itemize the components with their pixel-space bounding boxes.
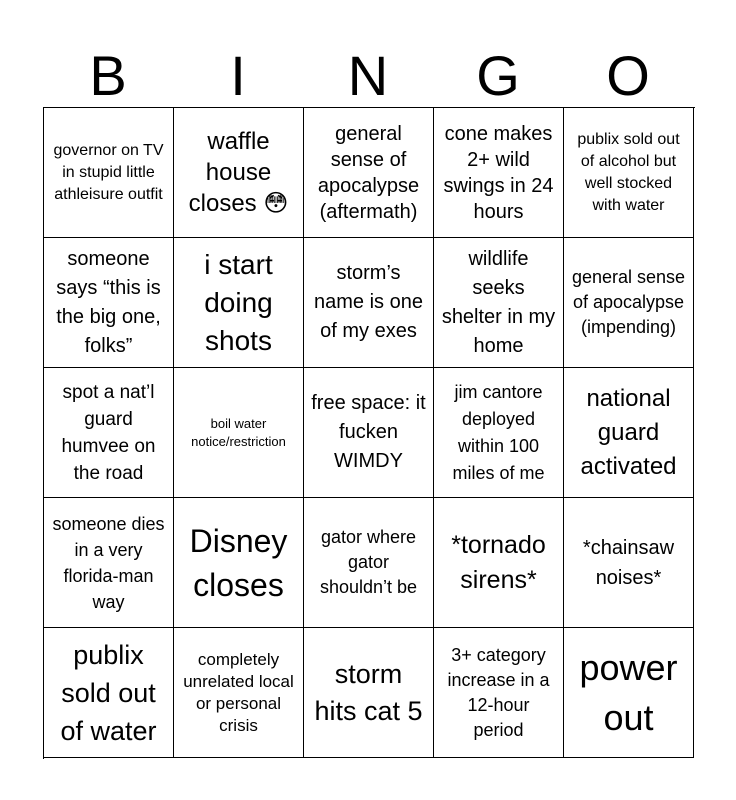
bingo-cell[interactable]: [434, 238, 564, 368]
cell-text: someone dies in a very florida-man way: [52, 513, 165, 612]
cell-text: storm’s name is one of my exes: [314, 262, 423, 342]
cell-text: completely unrelated local or personal crisis: [183, 649, 294, 735]
cell-text: publix sold out of alcohol but well stocked with water: [577, 130, 680, 214]
bingo-cell[interactable]: [564, 628, 694, 758]
bingo-cell[interactable]: [304, 628, 434, 758]
bingo-cell[interactable]: [304, 368, 434, 498]
cell-text: general sense of apocalypse (impending): [571, 267, 686, 337]
bingo-cell[interactable]: [174, 498, 304, 628]
bingo-cell[interactable]: [434, 628, 564, 758]
cell-text: Disney closes: [189, 522, 288, 603]
cell-text: jim cantore deployed within 100 miles of me: [452, 381, 545, 483]
cell-text: national guard activated: [580, 384, 677, 480]
bingo-cell[interactable]: [174, 368, 304, 498]
header-letter-b: B: [89, 44, 127, 107]
cell-text: *tornado sirens*: [451, 530, 546, 594]
cell-text: gator where gator shouldn’t be: [319, 527, 418, 597]
bingo-cell[interactable]: [304, 498, 434, 628]
header-letter-o: O: [606, 44, 650, 107]
bingo-cell[interactable]: [434, 108, 564, 238]
cell-text: i start doing shots: [204, 248, 273, 356]
cell-text: wildlife seeks shelter in my home: [441, 247, 556, 357]
bingo-cell[interactable]: [174, 108, 304, 238]
cell-text: boil water notice/restriction: [191, 415, 286, 449]
cell-text: cone makes 2+ wild swings in 24 hours: [443, 122, 554, 223]
bingo-grid: [43, 107, 695, 759]
cell-text: 3+ category increase in a 12-hour period: [447, 644, 550, 740]
cell-text: waffle house closes 😳: [188, 128, 289, 217]
header-letter-n: N: [347, 44, 389, 107]
bingo-cell[interactable]: [44, 108, 174, 238]
bingo-cell[interactable]: [564, 238, 694, 368]
cell-text: general sense of apocalypse (aftermath): [317, 122, 420, 223]
header-letter-g: G: [476, 44, 520, 107]
cell-text: someone says “this is the big one, folks”: [56, 247, 161, 357]
bingo-cell[interactable]: [44, 628, 174, 758]
bingo-cell[interactable]: [44, 368, 174, 498]
cell-text: *chainsaw noises*: [582, 536, 675, 589]
bingo-cell[interactable]: [434, 368, 564, 498]
bingo-cell[interactable]: [174, 628, 304, 758]
cell-text: storm hits cat 5: [314, 658, 423, 726]
bingo-cell[interactable]: [174, 238, 304, 368]
bingo-cell[interactable]: [564, 498, 694, 628]
bingo-cell[interactable]: [304, 108, 434, 238]
cell-text: power out: [579, 646, 678, 738]
cell-text: governor on TV in stupid little athleisure outfit: [53, 141, 164, 203]
bingo-cell[interactable]: [44, 498, 174, 628]
cell-text: publix sold out of water: [60, 639, 157, 746]
cell-text: spot a nat’l guard humvee on the road: [61, 381, 156, 484]
bingo-cell[interactable]: [564, 368, 694, 498]
bingo-cell[interactable]: [564, 108, 694, 238]
cell-text: free space: it fucken WIMDY: [311, 392, 426, 472]
header-letter-i: I: [230, 44, 246, 107]
bingo-cell[interactable]: [304, 238, 434, 368]
bingo-cell[interactable]: [434, 498, 564, 628]
bingo-cell[interactable]: [44, 238, 174, 368]
